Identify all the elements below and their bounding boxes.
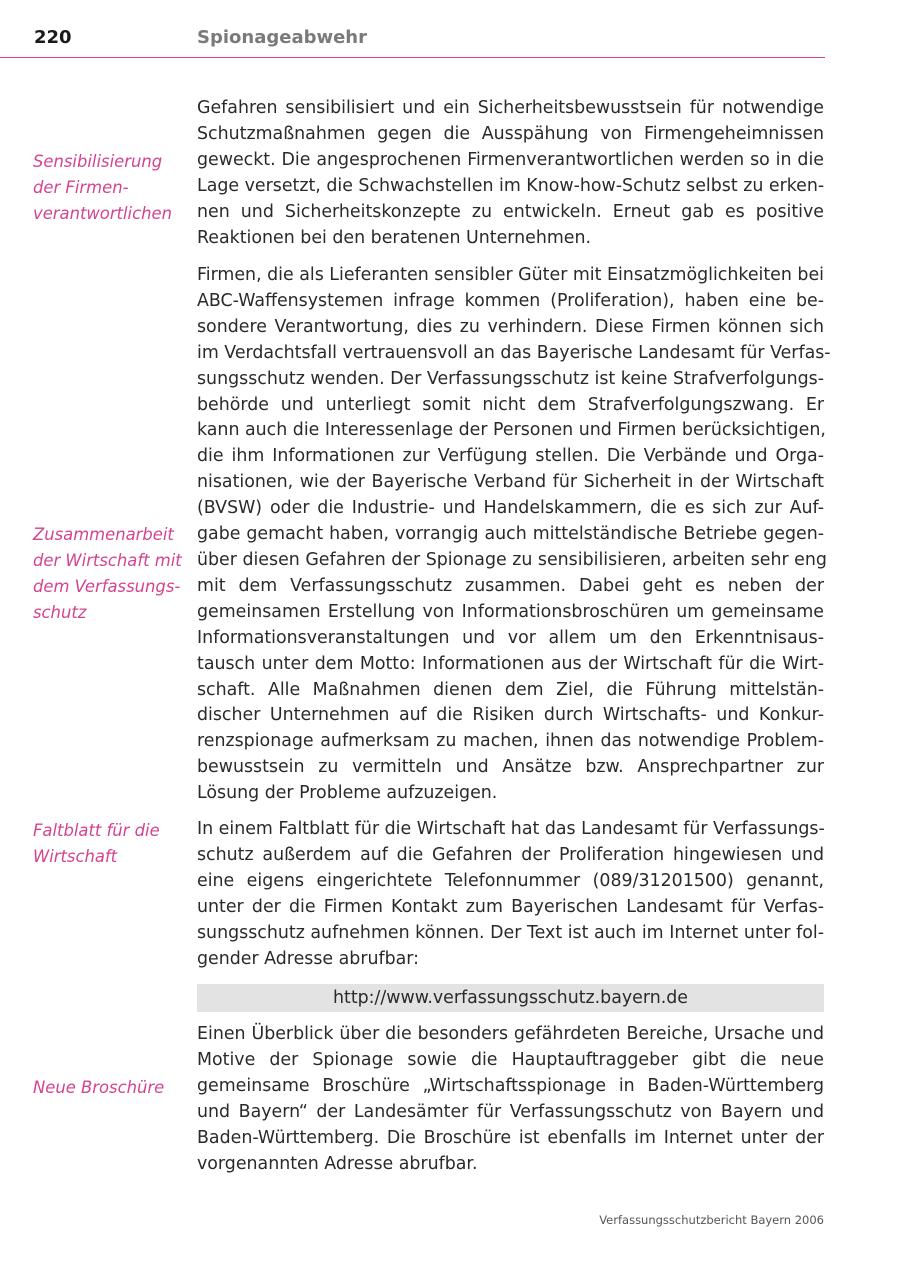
margin-note [33, 818, 193, 870]
body-paragraph [197, 1022, 824, 1177]
margin-note-line: schutz [33, 603, 87, 622]
margin-note-line: Neue Broschüre [33, 1078, 165, 1097]
text-line: Gefahren sensibilisiert und ein Sicherheitsbewusstsein für notwendige [197, 98, 824, 118]
margin-note-line: der Firmen- [33, 178, 129, 197]
text-line: Schutzmaßnahmen gegen die Ausspähung von Firmengeheimnissen [197, 123, 824, 144]
text-line: schutz außerdem auf die Gefahren der Proliferation hingewiesen und [197, 844, 824, 865]
text-line: Lösung der Probleme aufzuzeigen. [197, 783, 498, 804]
margin-note-line: verantwortlichen [33, 204, 172, 223]
text-line: Einen Überblick über die besonders gefährdeten Bereiche, Ursache und [197, 1024, 824, 1044]
text-line: die ihm Informationen zur Verfügung stellen. Die Verbände und Orga- [197, 446, 824, 467]
page-number: 220 [34, 27, 72, 48]
text-line: gemeinsame Broschüre „Wirtschaftsspionage in Baden-Württemberg [197, 1075, 824, 1096]
text-line: Firmen, die als Lieferanten sensibler Güter mit Einsatzmöglichkeiten bei [197, 265, 824, 285]
text-line: discher Unternehmen auf die Risiken durch Wirtschafts- und Konkur- [197, 705, 824, 726]
text-line: und Bayern“ der Landesämter für Verfassungsschutz von Bayern und [197, 1101, 824, 1122]
text-line: tausch unter dem Motto: Informationen aus der Wirtschaft für die Wirt- [197, 653, 824, 674]
text-line: sungsschutz aufnehmen können. Der Text ist auch im Internet unter fol- [197, 922, 824, 943]
text-line: gabe gemacht haben, vorrangig auch mittelständische Betriebe gegen- [197, 524, 824, 545]
text-line: renzspionage aufmerksam zu machen, ihnen das notwendige Problem- [197, 731, 824, 752]
body-paragraph [197, 96, 824, 251]
text-line: sungsschutz wenden. Der Verfassungsschutz ist keine Strafverfolgungs- [197, 368, 824, 389]
text-line: unter der die Firmen Kontakt zum Bayerischen Landesamt für Verfas- [197, 896, 824, 917]
text-line: Motive der Spionage sowie die Hauptauftraggeber gibt die neue [197, 1049, 824, 1070]
body-paragraph [197, 817, 824, 972]
margin-note-line: Sensibilisierung [33, 152, 163, 171]
url-box [197, 984, 824, 1012]
text-line: bewusstsein zu vermitteln und Ansätze bzw. Ansprechpartner zur [197, 757, 824, 778]
text-line: kann auch die Interessenlage der Personen und Firmen berücksichtigen, [197, 420, 826, 441]
text-line: Reaktionen bei den beratenen Unternehmen. [197, 227, 592, 248]
margin-note-line: Zusammenarbeit [33, 525, 174, 544]
text-line: im Verdachtsfall vertrauensvoll an das Bayerische Landesamt für Verfas- [197, 342, 831, 363]
text-line: Baden-Württemberg. Die Broschüre ist ebenfalls im Internet unter der [197, 1127, 824, 1148]
url-link[interactable]: http://www.verfassungsschutz.bayern.de [332, 988, 689, 1008]
text-line: schaft. Alle Maßnahmen dienen dem Ziel, die Führung mittelstän- [197, 679, 824, 700]
text-line: Informationsveranstaltungen und vor allem um den Erkenntnisaus- [197, 627, 824, 648]
text-line: In einem Faltblatt für die Wirtschaft hat das Landesamt für Verfassungs- [197, 819, 825, 839]
text-line: nisationen, wie der Bayerische Verband für Sicherheit in der Wirtschaft [197, 472, 824, 493]
text-line: Lage versetzt, die Schwachstellen im Know-how-Schutz selbst zu erken- [197, 175, 825, 196]
text-line: sondere Verantwortung, dies zu verhindern. Diese Firmen können sich [197, 316, 824, 337]
margin-note [33, 1075, 193, 1101]
margin-note-line: dem Verfassungs- [33, 577, 181, 596]
text-line: behörde und unterliegt somit nicht dem Strafverfolgungszwang. Er [197, 394, 824, 415]
page-footer: Verfassungsschutzbericht Bayern 2006 [599, 1213, 824, 1227]
body-paragraph [197, 263, 831, 807]
margin-note [33, 149, 193, 227]
chapter-title: Spionageabwehr [197, 27, 367, 48]
text-line: mit dem Verfassungsschutz zusammen. Dabei geht es neben der [197, 575, 824, 596]
text-line: über diesen Gefahren der Spionage zu sensibilisieren, arbeiten sehr eng [197, 549, 827, 570]
text-line: nen und Sicherheitskonzepte zu entwickeln. Erneut gab es positive [197, 201, 824, 222]
margin-note [33, 522, 193, 626]
text-line: geweckt. Die angesprochenen Firmenverantwortlichen werden so in die [197, 149, 824, 170]
text-line: gender Adresse abrufbar: [197, 948, 420, 969]
margin-note-line: Faltblatt für die [33, 821, 160, 840]
text-line: vorgenannten Adresse abrufbar. [197, 1153, 478, 1174]
page-header [0, 0, 825, 58]
text-line: (BVSW) oder die Industrie- und Handelskammern, die es sich zur Auf- [197, 498, 824, 519]
text-line: eine eigens eingerichtete Telefonnummer (089/31201500) genannt, [197, 870, 824, 891]
text-line: gemeinsamen Erstellung von Informationsbroschüren um gemeinsame [197, 601, 824, 622]
margin-note-line: der Wirtschaft mit [33, 551, 182, 570]
margin-note-line: Wirtschaft [33, 847, 118, 866]
text-line: ABC-Waffensystemen infrage kommen (Proliferation), haben eine be- [197, 290, 824, 311]
